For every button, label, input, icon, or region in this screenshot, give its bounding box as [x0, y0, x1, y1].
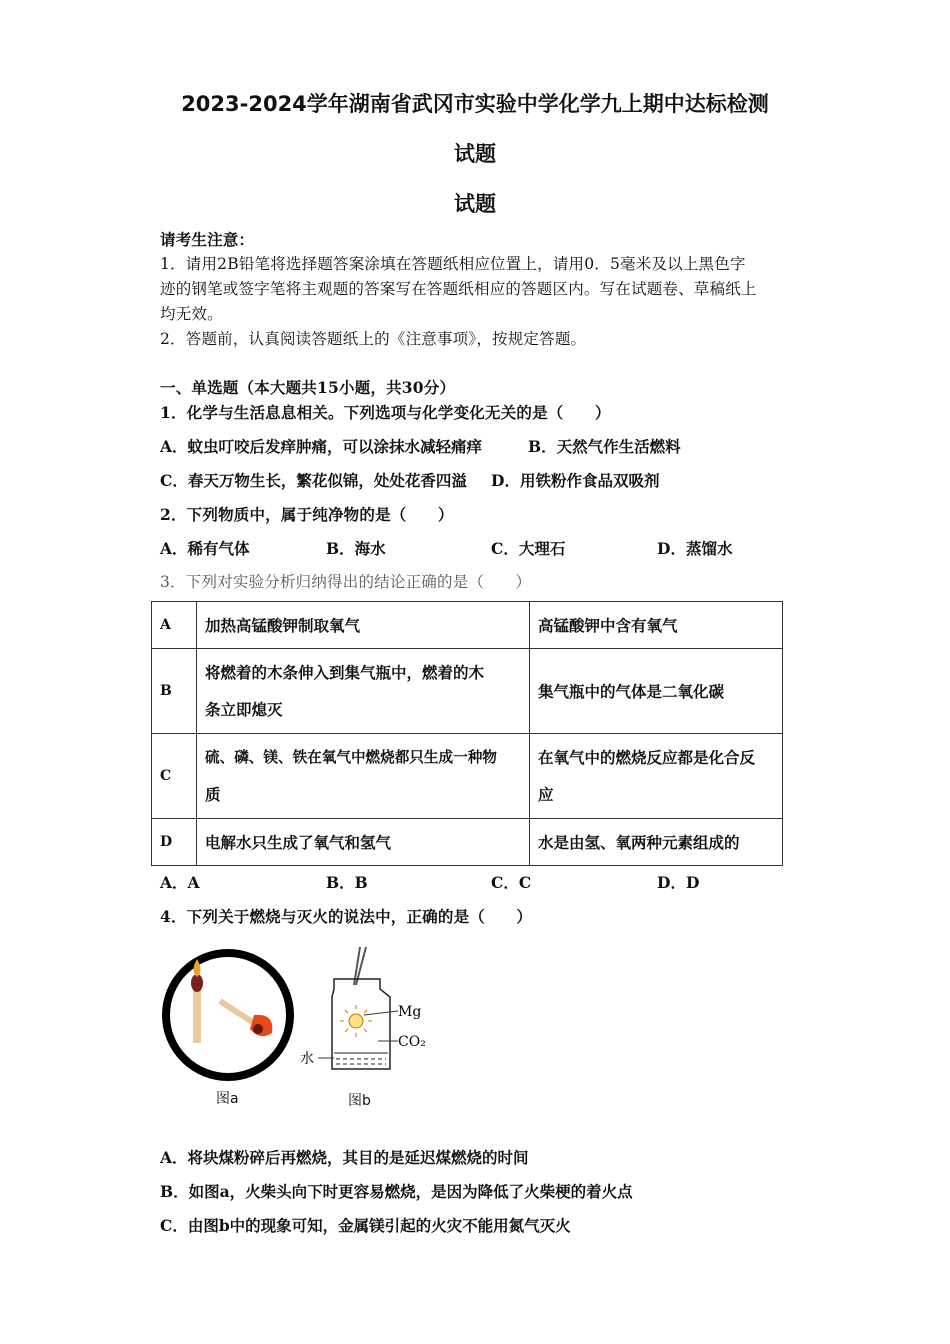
q1-option-b: B．天然气作生活燃料 — [528, 437, 681, 456]
notice-item-2: 2．答题前，认真阅读答题纸上的《注意事项》，按规定答题。 — [160, 330, 587, 348]
document-subtitle: 试题 — [454, 142, 496, 166]
q3-conclusion-line: 高锰酸钾中含有氧气 — [538, 615, 678, 635]
q3-experiment-line: 质 — [205, 785, 221, 804]
q3-option-d: D．D — [657, 873, 700, 892]
q3-experiment — [197, 649, 530, 734]
q1-option-d: D．用铁粉作食品双吸剂 — [491, 471, 660, 490]
notice-item-1-line-2: 迹的钢笔或签字笔将主观题的答案写在答题纸相应的答题区内。写在试题卷、草稿纸上 — [160, 280, 757, 298]
q3-conclusion — [530, 649, 783, 734]
q3-stem: 3．下列对实验分析归纳得出的结论正确的是（ ） — [160, 573, 532, 591]
document-subtitle-2: 试题 — [454, 192, 496, 216]
figure-b-burning-mg — [340, 1005, 372, 1037]
q2-stem: 2．下列物质中，属于纯净物的是（ ） — [160, 505, 454, 524]
q4-option-b: B．如图a，火柴头向下时更容易燃烧，是因为降低了火柴梗的着火点 — [160, 1182, 633, 1201]
notice-item-1-line-1: 1．请用2B铅笔将选择题答案涂填在答题纸相应位置上，请用0．5毫米及以上黑色字 — [160, 255, 746, 273]
q3-row-c — [152, 734, 783, 819]
q3-experiment-line: 硫、磷、镁、铁在氧气中燃烧都只生成一种物 — [205, 749, 497, 766]
q3-row-label: A — [152, 602, 197, 649]
q3-row-d — [152, 819, 783, 866]
q3-experiment — [197, 734, 530, 819]
q3-conclusion — [530, 734, 783, 819]
q1-stem: 1．化学与生活息息相关。下列选项与化学变化无关的是（ ） — [160, 403, 611, 422]
q4-option-a: A．将块煤粉碎后再燃烧，其目的是延迟煤燃烧的时间 — [160, 1148, 529, 1167]
q1-option-c: C．春天万物生长，繁花似锦，处处花香四溢 — [160, 471, 467, 490]
figure-a-match-head-down — [253, 1024, 263, 1034]
q3-row-label: C — [152, 734, 197, 819]
q2-option-d: D．蒸馏水 — [657, 539, 733, 558]
q3-row-b — [152, 649, 783, 734]
q3-conclusion-line: 集气瓶中的气体是二氧化碳 — [538, 681, 725, 701]
q3-experiment-line: 电解水只生成了氧气和氢气 — [205, 832, 392, 852]
q2-option-b: B．海水 — [326, 539, 386, 558]
q2-option-c: C．大理石 — [491, 539, 566, 558]
q4-option-c: C．由图b中的现象可知，金属镁引起的火灾不能用氮气灭火 — [160, 1216, 571, 1235]
figure-b-label-water: 水 — [300, 1051, 314, 1067]
q3-option-c: C．C — [491, 873, 532, 892]
section-heading: 一、单选题（本大题共15小题，共30分） — [160, 378, 456, 397]
figure-b-label-mg: Mg — [398, 1004, 422, 1020]
q3-table — [151, 601, 783, 866]
q3-conclusion — [530, 602, 783, 649]
q1-option-a: A．蚊虫叮咬后发痒肿痛，可以涂抹水减轻痛痒 — [160, 437, 483, 456]
q3-experiment-line: 加热高锰酸钾制取氧气 — [205, 615, 361, 635]
q3-row-a — [152, 602, 783, 649]
q3-experiment — [197, 602, 530, 649]
figure-b-bottle-diagram — [298, 945, 438, 1080]
q3-experiment-line: 条立即熄灭 — [205, 700, 283, 719]
q3-conclusion-line: 在氧气中的燃烧反应都是化合反 — [538, 748, 756, 767]
figure-a-match-stick-upright — [193, 985, 201, 1043]
q3-experiment-line: 将燃着的木条伸入到集气瓶中，燃着的木 — [205, 663, 485, 682]
q4-stem: 4．下列关于燃烧与灭火的说法中，正确的是（ ） — [160, 907, 533, 926]
notice-heading: 请考生注意： — [160, 230, 255, 249]
figure-a-match-diagram — [160, 945, 300, 1085]
figure-b-label-co2: CO₂ — [398, 1034, 426, 1050]
q3-option-a: A．A — [160, 873, 200, 892]
q2-option-a: A．稀有气体 — [160, 539, 250, 558]
figure-b-mg-pointer — [364, 1011, 398, 1015]
figure-a-circle — [166, 953, 290, 1077]
q3-experiment — [197, 819, 530, 866]
q3-conclusion — [530, 819, 783, 866]
figure-b-caption: 图b — [348, 1093, 371, 1109]
notice-item-1-line-3: 均无效。 — [160, 305, 223, 323]
q3-row-label: D — [152, 819, 197, 866]
q3-row-label: B — [152, 649, 197, 734]
q3-conclusion-line: 应 — [538, 785, 554, 804]
q3-option-b: B．B — [326, 873, 368, 892]
q3-conclusion-line: 水是由氢、氧两种元素组成的 — [538, 832, 740, 852]
document-title: 2023-2024学年湖南省武冈市实验中学化学九上期中达标检测 — [181, 92, 769, 116]
figure-a-caption: 图a — [216, 1091, 239, 1107]
